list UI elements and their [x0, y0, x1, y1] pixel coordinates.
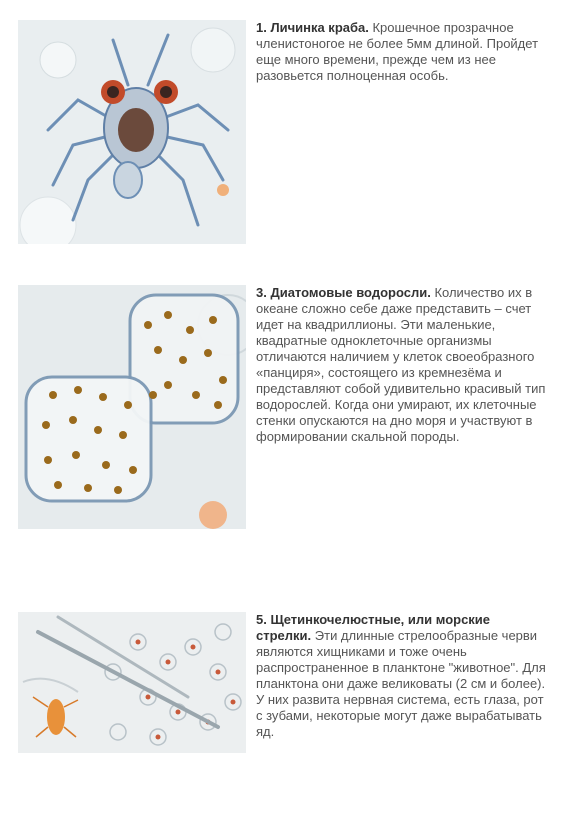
entry-title: 5. Щетинкочелюстные, или морские стрелки. [256, 612, 491, 643]
arrow-worms-photo [18, 612, 246, 753]
entry-text [256, 612, 548, 740]
entry-text [256, 20, 548, 84]
entry-description: Количество их в океане сложно себе даже представить – счет идет на квадриллионы. Эти маленькие, квадратные одноклеточные организмы отличаются наличием у клеток своеобразного «панциря», состоящего из кремнезёма и представляют собой удивительно красивый тип водорослей. Когда они умирают, их клеточные стенки опускаются на дно моря и участвуют в формировании скальной породы. [256, 285, 546, 444]
entry-title: 1. Личинка краба. [256, 20, 369, 35]
diatoms-photo [18, 285, 246, 529]
entry-description: Крошечное прозрачное членистоногое не более 5мм длиной. Пройдет еще много времени, прежде чем из нее разовьется полноценная особь. [256, 20, 539, 83]
entry-text [256, 285, 548, 445]
crab-larva-photo [18, 20, 246, 244]
entry-description: Эти длинные стрелообразные черви являются хищниками и тоже очень распространенное в планктоне "животное". Для планктона они даже великоваты (2 см и более). У них развита нервная система, есть глаза, рот с зубами, некоторые могут даже вырабатывать яд. [256, 628, 546, 739]
entry-title: 3. Диатомовые водоросли. [256, 285, 431, 300]
